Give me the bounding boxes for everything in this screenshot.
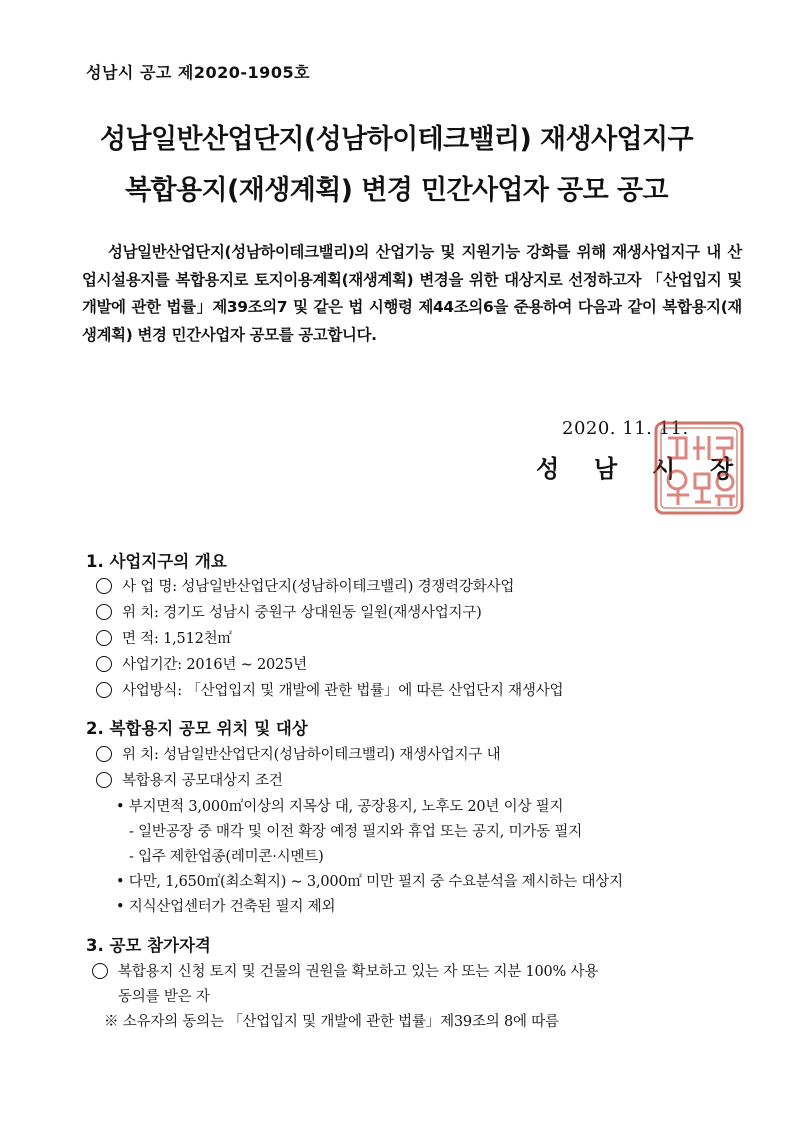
section-heading-overview: 1. 사업지구의 개요 <box>86 552 227 571</box>
page-title-line1: 성남일반산업단지(성남하이테크밸리) 재생사업지구 <box>100 124 693 155</box>
issuer-char: 장 <box>710 454 746 483</box>
condition-item: • 다만, 1,650㎡(최소획지) ∼ 3,000㎡ 미만 필지 중 수요분석을 제시하는 대상지 <box>116 874 623 890</box>
condition-subitem: - 일반공장 중 매각 및 이전 확장 예정 필지와 휴업 또는 공지, 미가동 필지 <box>129 824 583 840</box>
issuer-char: 시 <box>652 454 688 483</box>
circle-bullet-icon <box>96 682 112 698</box>
circle-bullet-icon <box>96 656 112 672</box>
circle-bullet-icon <box>96 578 112 594</box>
intro-text: 성남일반산업단지(성남하이테크밸리)의 산업기능 및 지원기능 강화를 위해 재생사업지구 내 산업시설용지를 복합용지로 토지이용계획(재생계획) 변경을 위한 대상지로 선정하고자 「산업입지 및 개발에 관한 법률」제39조의7 및 같은 법 시행령 제44조의6을 준용하여 다음과 같이 복합용지(재생계획) 변경 민간사업자 공모를 공고합니다. <box>82 243 743 344</box>
announcement-date: 2020. 11. 11. <box>562 418 689 439</box>
official-seal-stamp <box>653 420 745 516</box>
list-item: 위 치: 성남일반산업단지(성남하이테크밸리) 재생사업지구 내 <box>96 743 500 764</box>
circle-bullet-icon <box>96 604 112 620</box>
list-item: 위 치: 경기도 성남시 중원구 상대원동 일원(재생사업지구) <box>96 601 482 622</box>
list-item: 복합용지 신청 토지 및 건물의 권원을 확보하고 있는 자 또는 지분 100% 사용 <box>92 960 598 981</box>
list-item: 사업기간: 2016년 ∼ 2025년 <box>96 653 307 674</box>
page-title-line2: 복합용지(재생계획) 변경 민간사업자 공모 공고 <box>125 175 668 206</box>
list-item: 사업방식: 「산업입지 및 개발에 관한 법률」에 따른 산업단지 재생사업 <box>96 679 563 700</box>
circle-bullet-icon <box>96 630 112 646</box>
circle-bullet-icon <box>96 746 112 762</box>
condition-item: • 지식산업센터가 건축된 필지 제외 <box>116 899 336 915</box>
section-heading-location: 2. 복합용지 공모 위치 및 대상 <box>86 719 308 738</box>
issuer-char: 성 <box>536 454 572 483</box>
section-heading-eligibility: 3. 공모 참가자격 <box>86 936 211 955</box>
circle-bullet-icon <box>96 772 112 788</box>
intro-paragraph <box>82 239 742 349</box>
condition-item: • 부지면적 3,000㎡이상의 지목상 대, 공장용지, 노후도 20년 이상 필지 <box>116 799 564 815</box>
document-number: 성남시 공고 제2020-1905호 <box>86 63 311 82</box>
issuer-char: 남 <box>594 454 630 483</box>
circle-bullet-icon <box>92 963 108 979</box>
list-item: 면 적: 1,512천㎡ <box>96 627 232 648</box>
condition-subitem: - 입주 제한업종(레미콘·시멘트) <box>129 849 324 865</box>
list-item: 사 업 명: 성남일반산업단지(성남하이테크밸리) 경쟁력강화사업 <box>96 575 514 596</box>
list-item-continuation: 동의를 받은 자 <box>118 989 210 1005</box>
list-item: 복합용지 공모대상지 조건 <box>96 769 283 790</box>
eligibility-note: ※ 소유자의 동의는 「산업입지 및 개발에 관한 법률」제39조의 8에 따름 <box>104 1014 559 1030</box>
